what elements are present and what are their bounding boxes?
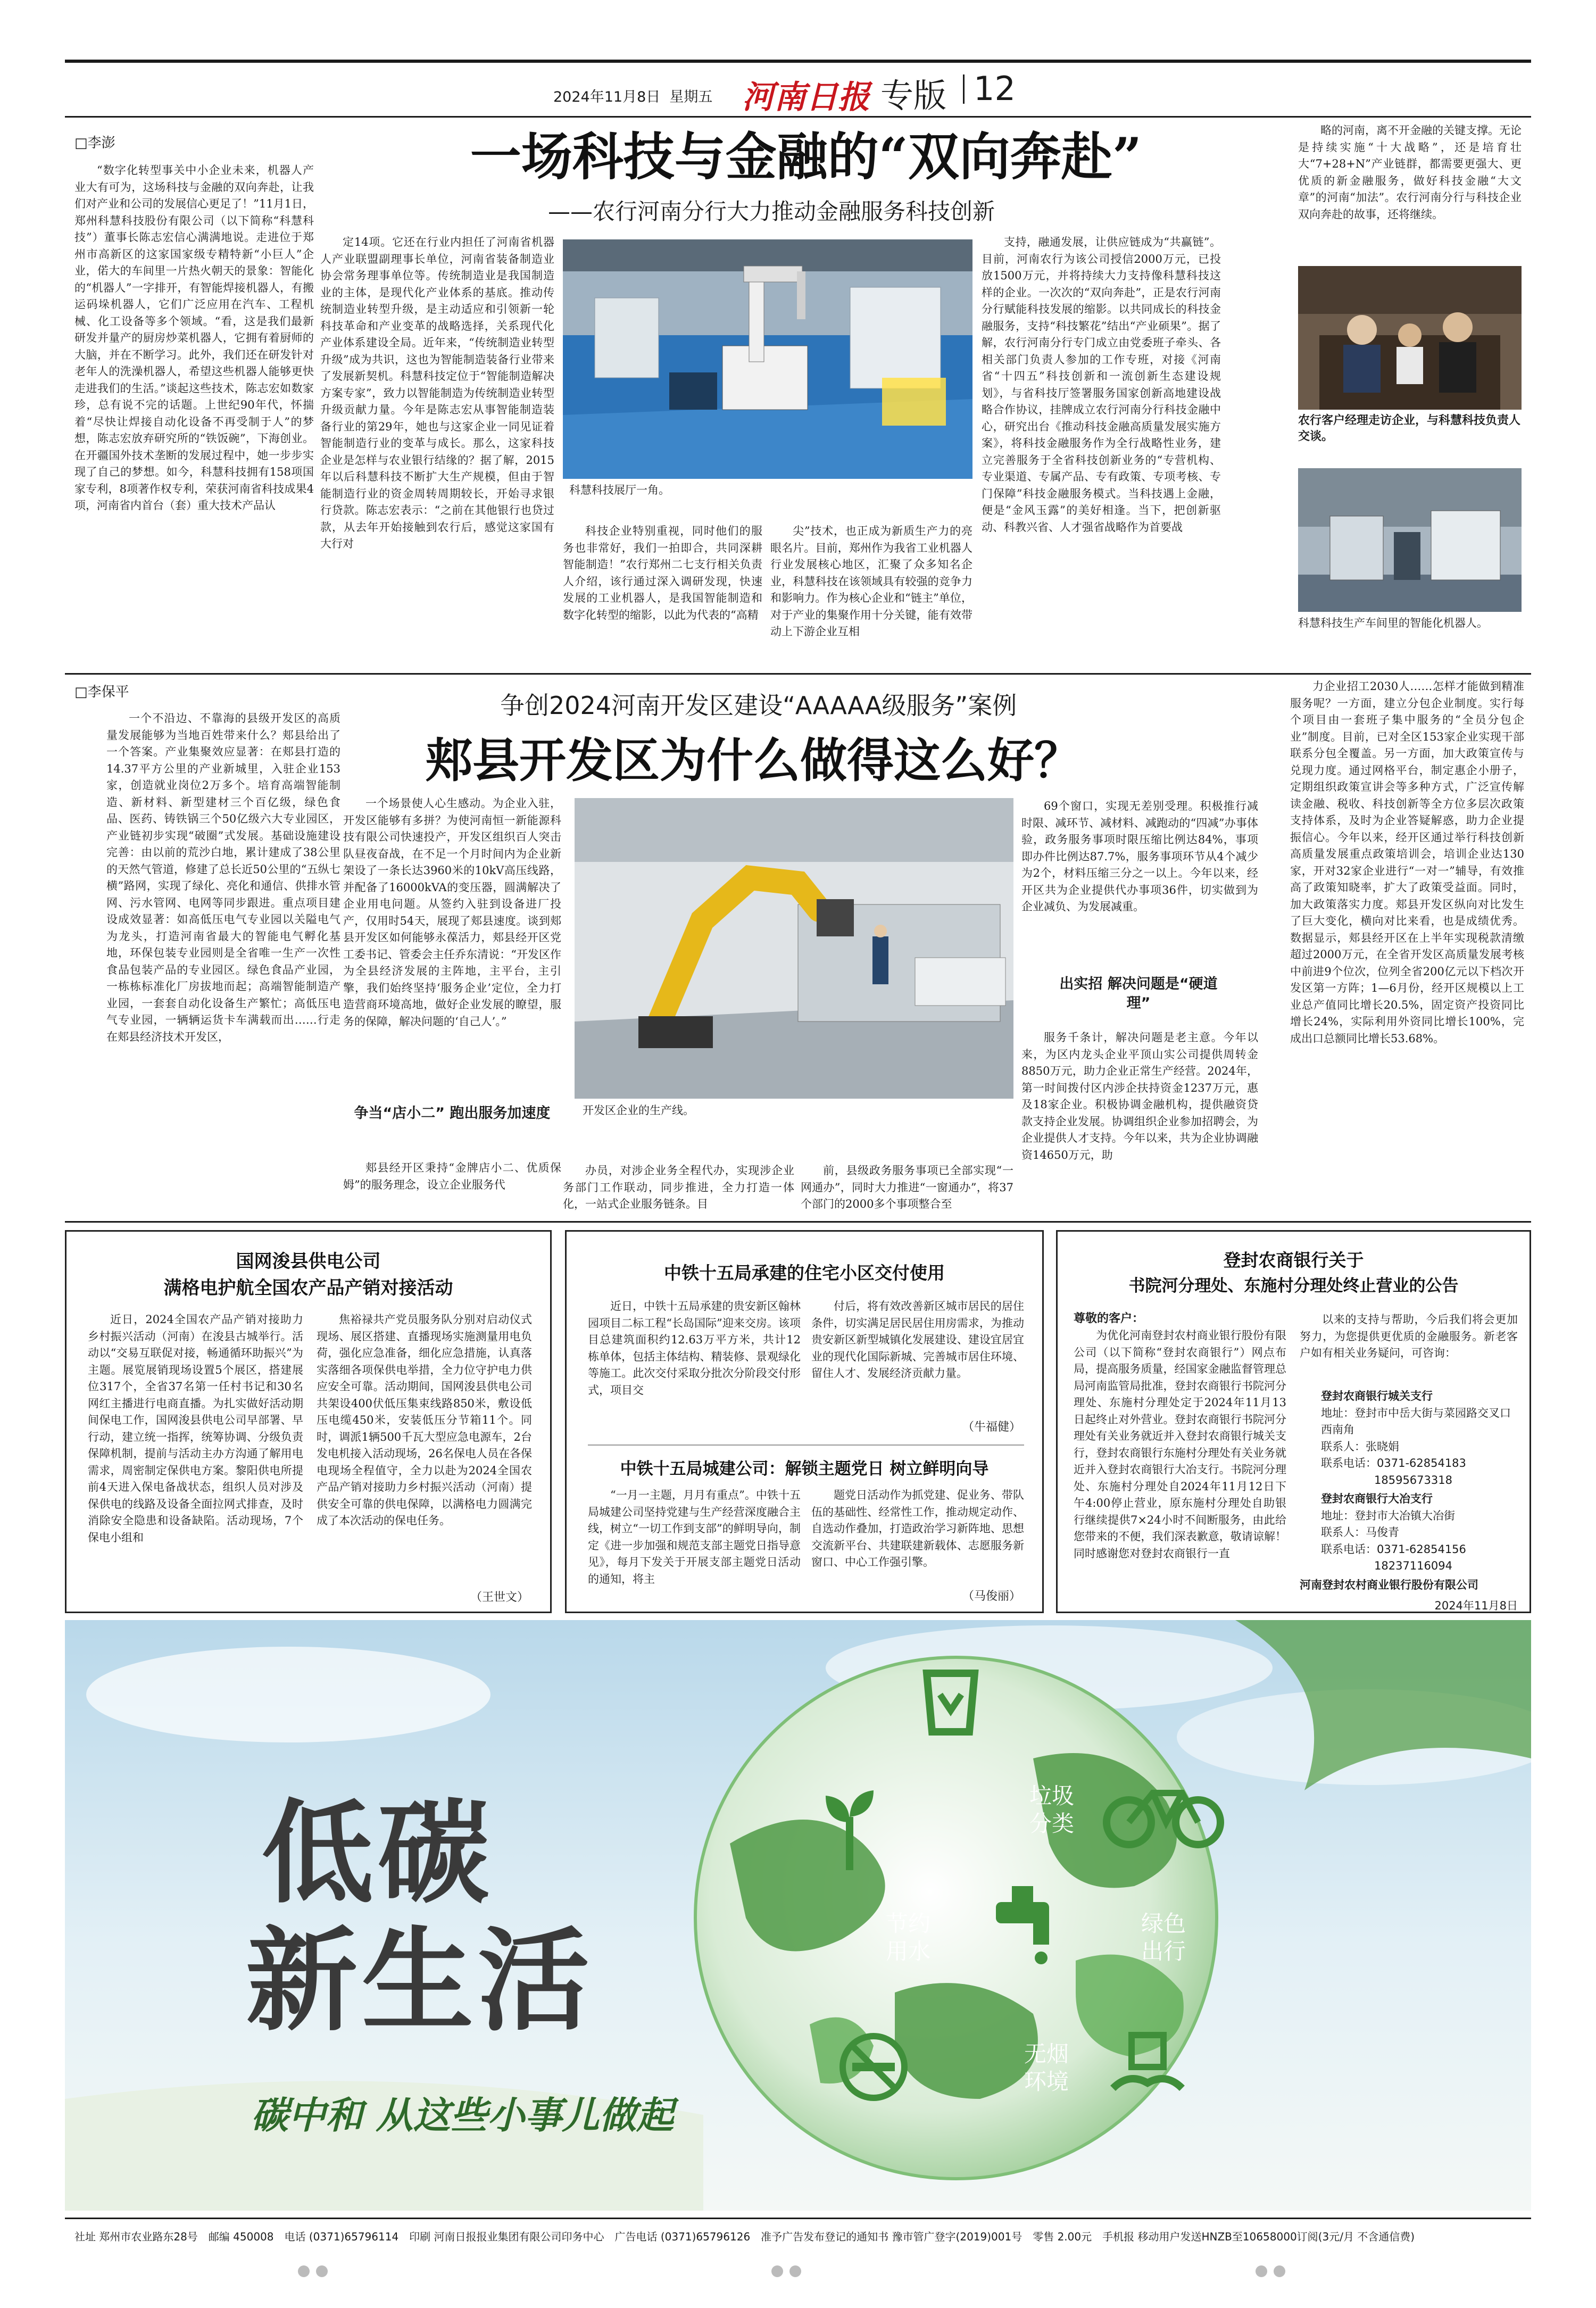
masthead-bottom-rule	[65, 116, 1531, 118]
ad-item-water: 节约用水	[885, 1911, 930, 1964]
box3-col1-text: 为优化河南登封农村商业银行股份有限公司（以下简称“登封农商银行”）网点布局，提高服务质量，经国家金融监督管理总局河南监管局批准，登封农商银行书院河分理处、东施村分理处定于2024年11月13日起终止对外营业。登封农商银行书院河分理处有关业务就近并入登封农商银行城关支行，登封农商银行东施村分理处有关业务就近并入登封农商银行大冶支行。书院河分理处、东施村分理处自2024年11月12日下午4:00停止营业，原东施村分理处自助银行继续提供7×24小时不间断服务，由此给您带来的不便，我们深表歉意，敬请谅解！同时感谢您对登封农商银行一直	[1074, 1329, 1286, 1560]
paper-logo: 河南日报	[742, 79, 870, 116]
article1-bottom-rule	[65, 673, 1531, 675]
recycling-hands-icon	[1108, 2024, 1187, 2101]
article2-kicker: 争创2024河南开发区建设“AAAAA级服务”案例	[500, 691, 1017, 720]
box3-col2-text: 以来的支持与帮助，今后我们将会更加努力，为您提供更优质的金融服务。新老客户如有相关业务疑问，可咨询：	[1300, 1313, 1518, 1359]
no-smoking-icon	[836, 2030, 911, 2106]
article2-col1	[106, 710, 340, 1221]
photo-meeting	[1298, 266, 1522, 410]
box1-signature: （王世文）	[470, 1591, 529, 1604]
box2-col2-text: 付后，将有效改善新区城市居民的居住条件，切实满足居民居住用房需求，为推动贵安新区新型城镇化发展建设、建设宜居宜业的现代化国际新城、完善城市居住环境、留住人才、发展经济贡献力量。	[811, 1300, 1024, 1380]
box-power-supply	[65, 1230, 552, 1613]
article2-author: □李保平	[74, 684, 129, 700]
box3-col1	[1074, 1327, 1286, 1604]
photo-workshop	[1298, 468, 1522, 612]
article2-col6	[1290, 678, 1524, 1216]
branch1-contact: 联系人：张晓娟	[1321, 1440, 1399, 1453]
box1-col2-text: 焦裕禄共产党员服务队分别对启动仪式现场、展区搭建、直播现场实施测量用电负荷，强化应急准备，细化应急措施，认真落实落细各项保供电举措，全力位守护电力供应安全可靠。活动期间，国网浚县供电公司共架设400伏低压集束线路850米，敷设低压电缆450米，安装低压分节箱11个。同时，调派1辆500千瓦大型应急电源车，2台发电机接入活动现场，26名保电人员在各保电现场全程值守，全力以赴为2024全国农产品产销对接助力乡村振兴活动（河南）提供安全可靠的供电保障，以满格电力圆满完成了本次活动的保电任务。	[317, 1313, 532, 1527]
box2-col4-text: 题党日活动作为抓党建、促业务、带队伍的基础性、经常性工作，推动规定动作、自选动作叠加，打造政治学习新阵地、思想交流新平台、共建联建新载体、志愿服务新窗口、中心工作强引擎。	[811, 1489, 1024, 1568]
section-divider	[963, 74, 965, 104]
article2-col5b	[1021, 1030, 1258, 1216]
article1-col6	[1298, 122, 1522, 258]
branch2-address: 地址：登封市大冶镇大冶街	[1321, 1509, 1455, 1522]
article1-col3	[563, 523, 762, 662]
branch1-name: 登封农商银行城关支行	[1321, 1390, 1433, 1402]
masthead-date	[553, 85, 712, 106]
page-number: 12	[974, 69, 1016, 108]
trash-bin-icon	[911, 1663, 991, 1739]
article2-col2	[343, 795, 561, 1099]
photo-showroom-caption: 科慧科技展厅一角。	[569, 484, 670, 496]
footer-rule	[65, 2218, 1531, 2219]
article2-col2-subhead: 争当“店小二” 跑出服务加速度	[354, 1105, 551, 1122]
bicycle-icon	[1102, 1780, 1225, 1851]
box2-title: 中铁十五局承建的住宅小区交付使用	[664, 1263, 945, 1283]
article2-col3	[563, 1163, 794, 1216]
article2-title: 郏县开发区为什么做得这么好？	[426, 733, 1082, 788]
box3-salutation: 尊敬的客户：	[1074, 1312, 1144, 1325]
branch1-phone: 联系电话：0371-62854183	[1321, 1457, 1466, 1470]
article2-col2b	[343, 1160, 561, 1213]
article1-col2	[320, 234, 554, 662]
ad-item-garbage: 垃圾分类	[1029, 1783, 1074, 1837]
box3-col2	[1300, 1311, 1518, 1386]
article1-col4	[770, 523, 972, 662]
meeting-image	[1298, 266, 1522, 410]
article2-col5-subhead: 出实招 解决问题是“硬道理”	[1059, 976, 1218, 1011]
photo-showroom	[563, 239, 972, 479]
workshop-image	[1298, 468, 1522, 612]
box2-title2: 中铁十五局城建公司：解锁主题党日 树立鲜明向导	[620, 1459, 989, 1479]
box3-title-line2: 书院河分理处、东施村分理处终止营业的公告	[1128, 1276, 1459, 1296]
box2-col4	[811, 1487, 1024, 1583]
article2-col4-text: 前，县级政务服务事项已全部实现“一网通办”，同时大力推进“一窗通办”，将37个部门的2000多个事项整合至	[801, 1164, 1013, 1210]
box1-col1-text: 近日，2024全国农产品产销对接助力乡村振兴活动（河南）在浚县古城举行。活动以“交易互联促对接，畅通循环助振兴”为主题。展览展销现场设置5个展区，搭建展位317个，全省37名第一任村书记和30名网红主播进行电商直播。为扎实做好活动期间保电工作，国网浚县供电公司早部署、早行动，建立统一指挥，统筹协调、分级负责保障机制，提前与活动主办方沟通了解用电需求，周密制定保供电方案。黎阳供电所提前4天进入保电备战状态，组织人员对涉及保供电的线路及设备全面拉网式排查，及时消除安全隐患和设备缺陷。活动现场，7个保电小组和	[88, 1313, 303, 1544]
production-line-image	[575, 798, 1013, 1099]
ad-item-green-travel: 绿色出行	[1141, 1911, 1186, 1964]
photo-workshop-caption: 科慧科技生产车间里的智能化机器人。	[1298, 617, 1488, 629]
box1-col1	[88, 1311, 303, 1588]
article1-author: □李澎	[74, 135, 115, 151]
photo-production-line-caption: 开发区企业的生产线。	[583, 1104, 694, 1117]
box2-divider	[588, 1444, 1024, 1446]
box-railway	[565, 1230, 1044, 1613]
issue-date: 2024年11月8日	[553, 89, 661, 105]
notice-issuer: 河南登封农村商业银行股份有限公司	[1300, 1578, 1478, 1591]
ad-title-line1: 低碳	[262, 1788, 494, 1919]
ad-item-no-smoking: 无烟环境	[1024, 2041, 1069, 2095]
box-bank-notice	[1056, 1230, 1531, 1613]
article2-col5a	[1021, 798, 1258, 974]
article2-col5b-text: 服务千条计，解决问题是老主意。今年以来，为区内龙头企业平顶山实公司提供周转金8850万元，助力企业正常生产经营。2024年，第一时间拨付区内涉企扶持资金1237万元，惠及18家企业。积极协调金融机构，提供融资贷款支持企业发展。协调组织企业参加招聘会，为企业提供人才支持。今年以来，共为企业协调融资14650万元，助	[1021, 1031, 1258, 1161]
box1-col2	[317, 1311, 532, 1588]
article1-col6-text: 略的河南，离不开金融的关键支撑。无论是持续实施“十大战略”，还是培育壮大“7+28+N”产业链群，都需要更强大、更优质的新金融服务，做好科技金融“大文章”的河南“加法”。农行河南分行与科技企业双向奔赴的故事，还将继续。	[1298, 124, 1522, 221]
ad-title-line2: 新生活	[246, 1916, 594, 2046]
article1-col5-text: 支持，融通发展，让供应链成为“共赢链”。目前，河南农行为该公司授信2000万元，已投放1500万元，并将持续大力支持像科慧科技这样的企业。一次次的“双向奔赴”，正是农行河南分行赋能科技发展的缩影。以共同成长的科技金融服务，支持“科技繁花”结出“产业硕果”。据了解，农行河南分行专门成立由党委班子牵头、各相关部门负责人参加的工作专班，对接《河南省“十四五”科技创新和一流创新生态建设规划》，与省科技厅签署服务国家创新高地建设战略合作协议，挂牌成立农行河南分行科技金融中心，研究出台《推动科技金融高质量发展实施方案》，将科技金融服务作为全行战略性业务，建立完善服务于全省科技创新业务的“专营机构、专业渠道、专属产品、专有政策、专项考核、专门保障”科技金融服务模式。当科技遇上金融，便是“金风玉露”的美好相逢。当下，把创新驱动、科教兴省、人才强省战略作为首要战	[982, 236, 1221, 534]
photo-meeting-caption: 农行客户经理走访企业，与科慧科技负责人交谈。	[1298, 414, 1521, 443]
article2-col3-text: 办员，对涉企业务全程代办，实现涉企业务部门工作联动，同步推进，全力打造一体化，一站式企业服务链条。目	[563, 1164, 794, 1210]
footer-dots-left	[298, 2265, 328, 2279]
article2-col2b-text: 郏县经开区秉持“金牌店小二、优质保姆”的服务理念，设立企业服务代	[343, 1161, 561, 1191]
box2-col1-text: 近日，中铁十五局承建的贵安新区翰林园项目二标工程“长岛国际”迎来交房。该项目总建筑面积约12.63万平方米，共计12栋单体，包括主体结构、精装修、景观绿化等施工。此次交付采取分批次分阶段交付形式，项目交	[588, 1300, 801, 1397]
box2-col3	[588, 1487, 801, 1593]
sprout-icon	[820, 1785, 879, 1872]
branch2-name: 登封农商银行大冶支行	[1321, 1492, 1433, 1505]
showroom-image	[563, 239, 972, 479]
article1-title: 一场科技与金融的“双向奔赴”	[470, 127, 1142, 187]
article1-col2-text: 定14项。它还在行业内担任了河南省机器人产业联盟副理事长单位，河南省装备制造业协会常务理事单位等。传统制造业是我国制造业的主体，是现代化产业体系的基底。推动传统制造业转型升级，是主动适应和引领新一轮科技革命和产业变革的战略选择，关系现代化产业体系建设全局。近年来，“传统制造业转型升级”成为共识，这也为智能制造装备行业带来了发展新契机。科慧科技定位于“智能制造解决方案专家”，致力以智能制造为传统制造业转型升级贡献力量。今年是陈志宏从事智能制造装备行业的第29年，她也与这家企业一同见证着智能制造行业的变革与成长。那么，这家科技企业是怎样与农业银行结缘的？据了解，2015年以后科慧科技不断扩大生产规模，但由于智能制造行业的资金周转周期较长，开始寻求银行贷款。陈志宏表示：“之前在其他银行也贷过款，从去年开始接触到农行后，感觉这家国有大行对	[320, 236, 554, 550]
footer-dots-right	[1256, 2265, 1285, 2279]
article1-col5	[982, 234, 1221, 662]
section-name: 专版	[880, 76, 947, 115]
footer-info: 社址 郑州市农业路东28号 邮编 450008 电话 (0371)65796114 印刷 河南日报报业集团有限公司印务中心 广告电话 (0371)65796126 准予广告发布登记的通知书 豫市管广登字(2019)001号 零售 2.00元 手机报 移动用户发送HNZB至10658000订阅(3元/月 不含通信费)	[74, 2230, 1415, 2243]
ad-tagline: 碳中和 从这些小事儿做起	[251, 2094, 674, 2137]
article1-col4-text: 尖”技术，也正成为新质生产力的亮眼名片。目前，郑州作为我省工业机器人行业发展核心地区，汇聚了众多知名企业，科慧科技在该领域具有较强的竞争力和影响力。作为核心企业和“链主”单位，对于产业的集聚作用十分关键，能有效带动上下游企业互相	[770, 525, 972, 638]
masthead-top-rule	[65, 60, 1531, 63]
low-carbon-ad	[65, 1620, 1531, 2211]
branch1-mobile: 18595673318	[1374, 1473, 1452, 1487]
article1-subtitle: ——农行河南分行大力推动金融服务科技创新	[548, 198, 995, 225]
notice-date: 2024年11月8日	[1434, 1599, 1518, 1612]
branch2-phone: 联系电话：0371-62854156	[1321, 1542, 1466, 1556]
article2-bottom-rule	[65, 1221, 1531, 1223]
branch1-address: 地址：登封市中岳大街与菜园路交叉口西南角	[1321, 1406, 1511, 1436]
box2-col3-text: “一月一主题，月月有重点”。中铁十五局城建公司坚持党建与生产经营深度融合主线，树立“一切工作到支部”的鲜明导向，制定《进一步加强和规范支部主题党日指导意见》，每月下发关于开展支部主题党日活动的通知，将主	[588, 1489, 801, 1585]
box3-title-line1: 登封农商银行关于	[1223, 1250, 1364, 1271]
photo-production-line	[575, 798, 1013, 1099]
article2-col2-text: 一个场景使人心生感动。为企业入驻，开发区能够有多拼？为使河南恒一新能源科技有限公司快速投产，开发区组织百人突击队昼夜奋战，在不足一个月时间内为企业新架设了一条长达3960米的10kV高压线路，并配备了16000kVA的变压器，圆满解决了企业用电问题。从签约入驻到设备进厂投产，仅用时54天，展现了郏县速度。谈到郏县开发区如何能够永葆活力，郏县经开区党工委书记、管委会主任乔东清说：“开发区作为全县经济发展的主阵地，主平台，主引擎，我们始终坚持‘服务企业’定位，全力打造营商环境高地，做好企业发展的瞭望，服务的保障，解决问题的‘自己人’。”	[343, 797, 561, 1028]
article1-col3-text: 科技企业特别重视，同时他们的服务也非常好，我们一拍即合，共同深耕智能制造！”农行郑州二七支行相关负责人介绍，该行通过深入调研发现，快速发展的工业机器人，是我国智能制造和数字化转型的缩影，以此为代表的“高精	[563, 525, 762, 621]
article2-col1-text: 一个不沿边、不靠海的县级开发区的高质量发展能够为当地百姓带来什么？郏县给出了一个答案。产业集聚效应显著：在郏县打造的14.37平方公里的产业新城里，入驻企业153家，创造就业岗位2万多个。培育高端智能制造、新材料、新型建材三个百亿级，绿色食品、医药、铸铁锅三个50亿级六大专业园区，产业链初步实现“破圈”式发展。基础设施建设完善：由以前的荒沙白地，累计建成了38公里的天然气管道，修建了总长近50公里的“五纵七横”路网，实现了绿化、亮化和通信、供排水管网、污水管网、电网等同步跟进。重点项目建设成效显著：如高低压电气专业园以关隘电气为龙头，打造河南省最大的智能电气孵化基地，环保包装专业园则是全省唯一生产一次性食品包装产品的专业园区。绿色食品产业园，一栋栋标准化厂房拔地而起；高端智能制造产业园，一套套自动化设备生产繁忙；高低压电气专业园，一辆辆运货卡车满载而出……行走在郏县经济技术开发区，	[106, 712, 340, 1043]
box1-title-line2: 满格电护航全国农产品产销对接活动	[163, 1277, 453, 1299]
box2-col1	[588, 1298, 801, 1450]
box2-signature1: （牛福健）	[962, 1421, 1021, 1434]
article2-col5a-text: 69个窗口，实现无差别受理。积极推行减时限、减环节、减材料、减跑动的“四减”办事体验，政务服务事项时限压缩比例达84%，事项即办件比例达87.7%，服务事项环节从4个减少为2个，材料压缩三分之一以上。今年以来，经开区共为企业提供代办事项36件，切实做到为企业减负、为发展减重。	[1021, 800, 1258, 913]
article1-col1	[74, 162, 314, 662]
water-tap-icon	[985, 1881, 1060, 1973]
branch2-contact: 联系人：马俊青	[1321, 1526, 1399, 1539]
article2-col4	[801, 1163, 1013, 1216]
article2-col6-text: 力企业招工2030人……怎样才能做到精准服务呢？一方面，建立分包企业制度。实行每个项目由一套班子集中服务的“全员分包企业”制度。目前，已对全区153家企业实现干部联系分包全覆盖。另一方面，加大政策宣传与兑现力度。通过网格平台，制定惠企小册子，定期组织政策宣讲会等多种方式，广泛宣传解读金融、税收、科技创新等全方位多层次政策支持体系，及时为企业答疑解惑，助力企业提振信心。今年以来，经开区通过举行科技创新高质量发展重点政策培训会，培训企业达130家，开对32家企业进行“一对一”辅导，有效推高了政策知晓率，扩大了政策受益面。同时，加大政策落实力度。郏县开发区纵向对比发生了巨大变化，横向对比来看，也是成绩优秀。数据显示，郏县经开区在上半年实现税款清缴超过2000万元，在全省开发区高质量发展考核中前进9个位次，位列全省200亿元以下档次开发区第一方阵；1—6月份，经开区规模以上工业总产值同比增长20.5%，固定资产投资同比增长24%，实际利用外资同比增长100%，完成出口总额同比增长53.68%。	[1290, 680, 1524, 1045]
issue-weekday: 星期五	[669, 89, 713, 105]
article1-col1-text: “数字化转型事关中小企业未来，机器人产业大有可为，这场科技与金融的双向奔赴，让我们对产业和公司的发展信心更足了！”11月1日，郑州科慧科技股份有限公司（以下简称“科慧科技”）董事长陈志宏信心满满地说。走进位于郑州市高新区的这家国家级专精特新“小巨人”企业，偌大的车间里一片热火朝天的景象：智能化的“机器人”一字排开，有智能焊接机器人，有搬运码垛机器人，它们广泛应用在汽车、工程机械、化工设备等多个领域。“看，这是我们最新研发并量产的厨房炒菜机器人，它拥有着厨师的大脑，并在不断学习。此外，我们还在研发针对老年人的洗澡机器人，希望这些机器人能够更快走进我们的生活。”谈起这些技术，陈志宏如数家珍，总有说不完的话题。上世纪90年代，怀揣着“尽快让焊接自动化设备不再受制于人”的梦想，陈志宏放弃研究所的“铁饭碗”，下海创业。在开疆国外技术垄断的发展过程中，她一步步实现了自己的梦想。如今，科慧科技拥有158项国家专利，8项著作权专利，荣获河南省科技成果4项，河南省内首台（套）重大技术产品认	[74, 164, 314, 512]
branch2-mobile: 18237116094	[1374, 1559, 1452, 1572]
footer-dots-center	[771, 2265, 801, 2279]
box3-contacts	[1300, 1388, 1518, 1615]
box1-title-line1: 国网浚县供电公司	[236, 1251, 381, 1272]
box2-signature2: （马俊丽）	[962, 1590, 1021, 1603]
